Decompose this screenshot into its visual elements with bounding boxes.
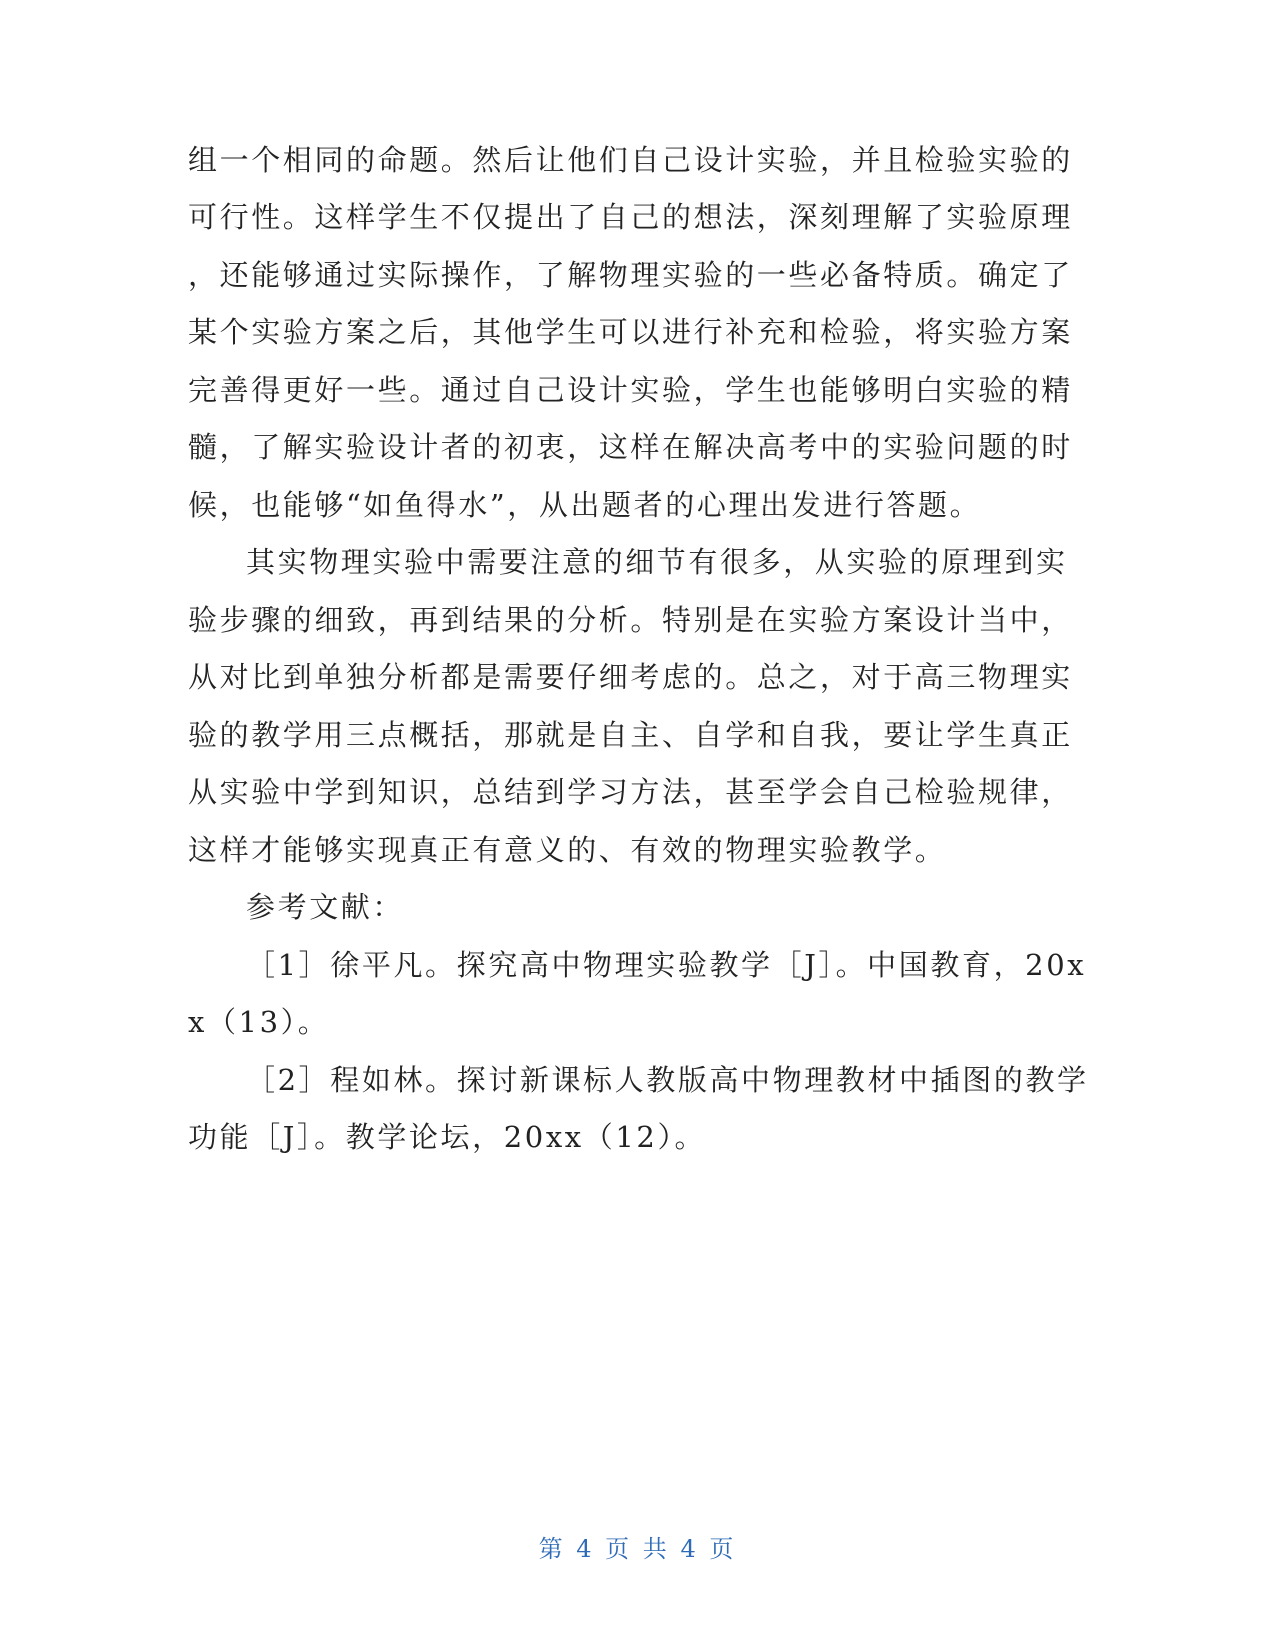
- paragraph-line: 从实验中学到知识，总结到学习方法，甚至学会自己检验规律，: [188, 775, 1073, 809]
- page-number-footer: 第 4 页 共 4 页: [538, 1535, 737, 1563]
- paragraph-line: 某个实验方案之后，其他学生可以进行补充和检验，将实验方案: [188, 315, 1073, 349]
- reference-line: 功能［J］。教学论坛，20xx（12）。: [188, 1120, 707, 1154]
- paragraph-line: 组一个相同的命题。然后让他们自己设计实验，并且检验实验的: [188, 143, 1073, 177]
- paragraph-line: 验的教学用三点概括，那就是自主、自学和自我，要让学生真正: [188, 718, 1073, 752]
- reference-line: ［2］程如林。探讨新课标人教版高中物理教材中插图的教学: [246, 1063, 1089, 1097]
- paragraph-line: 这样才能够实现真正有意义的、有效的物理实验教学。: [188, 833, 947, 867]
- paragraph-line: 候，也能够“如鱼得水”，从出题者的心理出发进行答题。: [188, 488, 982, 522]
- paragraph-line: 从对比到单独分析都是需要仔细考虑的。总之，对于高三物理实: [188, 660, 1073, 694]
- references-heading: 参考文献：: [246, 890, 405, 924]
- reference-line: x（13）。: [188, 1005, 330, 1039]
- paragraph-line: 其实物理实验中需要注意的细节有很多，从实验的原理到实: [246, 545, 1068, 579]
- reference-line: ［1］徐平凡。探究高中物理实验教学［J］。中国教育，20x: [246, 948, 1087, 982]
- paragraph-line: 可行性。这样学生不仅提出了自己的想法，深刻理解了实验原理: [188, 200, 1073, 234]
- paragraph-line: 髓，了解实验设计者的初衷，这样在解决高考中的实验问题的时: [188, 430, 1073, 464]
- paragraph-line: ，还能够通过实际操作，了解物理实验的一些必备特质。确定了: [188, 258, 1073, 292]
- paragraph-line: 验步骤的细致，再到结果的分析。特别是在实验方案设计当中，: [188, 603, 1073, 637]
- paragraph-line: 完善得更好一些。通过自己设计实验，学生也能够明白实验的精: [188, 373, 1073, 407]
